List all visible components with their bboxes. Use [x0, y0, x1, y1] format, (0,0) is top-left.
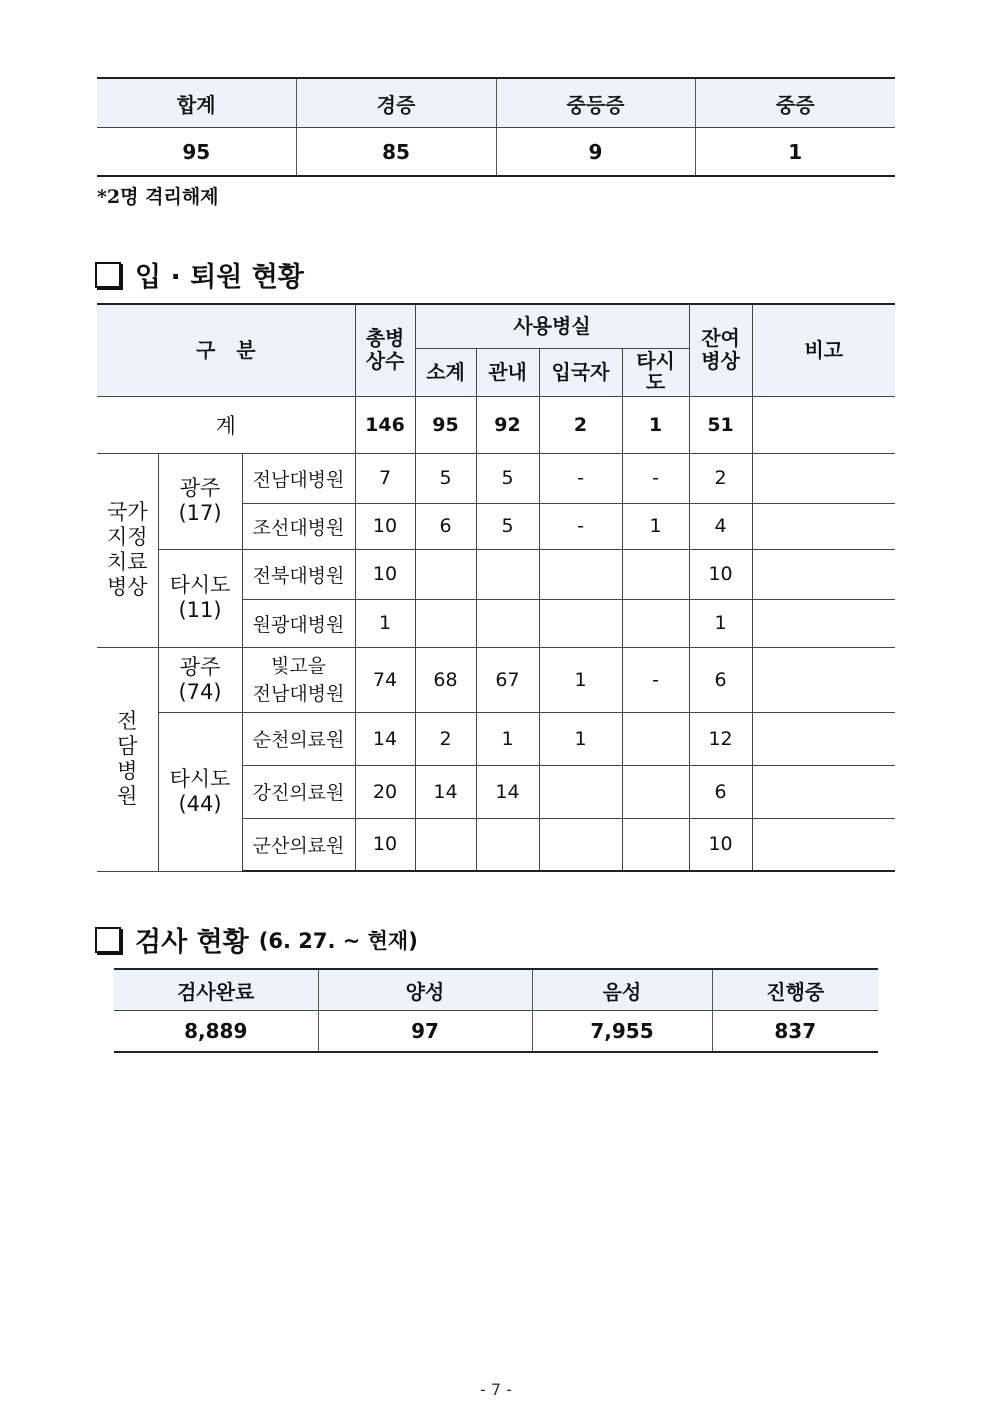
page-number: - 7 - — [480, 1380, 512, 1399]
cell-entrant — [539, 599, 622, 647]
header-completed: 검사완료 — [114, 969, 318, 1011]
header-other-region: 타시 도 — [622, 348, 689, 396]
cell-subtotal: 68 — [415, 647, 476, 712]
cell-local — [476, 818, 539, 871]
table-row — [97, 549, 895, 599]
total-other: 1 — [622, 396, 689, 453]
tests-value-row — [114, 1011, 878, 1053]
value-positive: 97 — [318, 1011, 532, 1053]
section-admission-title — [95, 255, 304, 294]
header-subtotal: 소계 — [415, 348, 476, 396]
cell-local: 14 — [476, 765, 539, 818]
cell-total-beds: 10 — [355, 503, 415, 549]
value-moderate: 9 — [496, 128, 695, 177]
cell-remaining: 2 — [689, 453, 752, 503]
subgroup-gwangju: 광주 (74) — [158, 647, 242, 712]
cell-entrant: - — [539, 503, 622, 549]
section-title-text: 입 · 퇴원 현황 — [135, 262, 304, 293]
cell-remaining: 10 — [689, 549, 752, 599]
cell-subtotal — [415, 818, 476, 871]
table-row — [97, 647, 895, 712]
header-positive: 양성 — [318, 969, 532, 1011]
cell-subtotal — [415, 549, 476, 599]
table-row — [97, 453, 895, 503]
cell-subtotal: 5 — [415, 453, 476, 503]
cell-other: - — [622, 647, 689, 712]
total-subtotal: 95 — [415, 396, 476, 453]
cell-remaining: 10 — [689, 818, 752, 871]
cell-note — [752, 765, 895, 818]
cell-local: 5 — [476, 503, 539, 549]
checkbox-square-icon — [95, 262, 121, 288]
cell-total-beds: 10 — [355, 549, 415, 599]
header-entrant: 입국자 — [539, 348, 622, 396]
cell-remaining: 4 — [689, 503, 752, 549]
value-negative: 7,955 — [532, 1011, 712, 1053]
severity-value-row — [97, 128, 895, 177]
cell-note — [752, 453, 895, 503]
group-dedicated-hospitals: 전 담 병 원 — [97, 647, 158, 871]
severity-header-row — [97, 78, 895, 128]
cell-other — [622, 818, 689, 871]
header-row-1 — [97, 304, 895, 348]
hospital-name: 군산의료원 — [242, 818, 355, 871]
header-severe: 중증 — [695, 78, 895, 128]
cell-entrant: - — [539, 453, 622, 503]
total-local: 92 — [476, 396, 539, 453]
cell-note — [752, 647, 895, 712]
header-in-progress: 진행중 — [712, 969, 878, 1011]
cell-other — [622, 549, 689, 599]
hospital-name: 강진의료원 — [242, 765, 355, 818]
cell-entrant — [539, 765, 622, 818]
cell-subtotal: 14 — [415, 765, 476, 818]
table-row — [97, 712, 895, 765]
value-severe: 1 — [695, 128, 895, 177]
cell-total-beds: 20 — [355, 765, 415, 818]
cell-entrant — [539, 549, 622, 599]
cell-local — [476, 549, 539, 599]
header-division: 구 분 — [97, 304, 355, 396]
total-note — [752, 396, 895, 453]
tests-table — [114, 968, 878, 1053]
header-total-beds: 총병 상수 — [355, 304, 415, 396]
value-total: 95 — [97, 128, 296, 177]
admission-table — [97, 303, 895, 872]
hospital-name: 조선대병원 — [242, 503, 355, 549]
cell-total-beds: 74 — [355, 647, 415, 712]
subgroup-other-regions: 타시도 (11) — [158, 549, 242, 647]
total-entrant: 2 — [539, 396, 622, 453]
cell-other — [622, 765, 689, 818]
cell-other — [622, 712, 689, 765]
cell-local — [476, 599, 539, 647]
cell-note — [752, 549, 895, 599]
header-mild: 경증 — [296, 78, 496, 128]
cell-entrant: 1 — [539, 712, 622, 765]
section-title-text: 검사 현황 — [135, 927, 249, 958]
cell-total-beds: 10 — [355, 818, 415, 871]
cell-note — [752, 503, 895, 549]
cell-note — [752, 599, 895, 647]
release-note: *2명 격리해제 — [97, 186, 219, 208]
hospital-name: 원광대병원 — [242, 599, 355, 647]
section-subtitle: (6. 27. ~ 현재) — [258, 928, 418, 953]
total-label: 계 — [97, 396, 355, 453]
cell-entrant — [539, 818, 622, 871]
cell-remaining: 6 — [689, 765, 752, 818]
total-remaining: 51 — [689, 396, 752, 453]
tests-header-row — [114, 969, 878, 1011]
total-beds: 146 — [355, 396, 415, 453]
cell-remaining: 12 — [689, 712, 752, 765]
severity-table — [97, 77, 895, 177]
hospital-name: 빛고을 전남대병원 — [242, 647, 355, 712]
header-total: 합계 — [97, 78, 296, 128]
cell-remaining: 6 — [689, 647, 752, 712]
cell-total-beds: 7 — [355, 453, 415, 503]
subgroup-other-regions: 타시도 (44) — [158, 712, 242, 871]
hospital-name: 순천의료원 — [242, 712, 355, 765]
header-local: 관내 — [476, 348, 539, 396]
cell-other — [622, 599, 689, 647]
cell-remaining: 1 — [689, 599, 752, 647]
group-national-beds: 국가 지정 치료 병상 — [97, 453, 158, 647]
hospital-name: 전남대병원 — [242, 453, 355, 503]
header-negative: 음성 — [532, 969, 712, 1011]
cell-subtotal: 2 — [415, 712, 476, 765]
cell-total-beds: 1 — [355, 599, 415, 647]
cell-subtotal: 6 — [415, 503, 476, 549]
cell-note — [752, 712, 895, 765]
header-moderate: 중등증 — [496, 78, 695, 128]
value-in-progress: 837 — [712, 1011, 878, 1053]
cell-local: 5 — [476, 453, 539, 503]
cell-local: 1 — [476, 712, 539, 765]
section-tests-title — [95, 920, 418, 959]
cell-other: 1 — [622, 503, 689, 549]
hospital-name: 전북대병원 — [242, 549, 355, 599]
cell-entrant: 1 — [539, 647, 622, 712]
header-remaining: 잔여 병상 — [689, 304, 752, 396]
cell-local: 67 — [476, 647, 539, 712]
total-row — [97, 396, 895, 453]
cell-note — [752, 818, 895, 871]
value-completed: 8,889 — [114, 1011, 318, 1053]
value-mild: 85 — [296, 128, 496, 177]
cell-subtotal — [415, 599, 476, 647]
cell-other: - — [622, 453, 689, 503]
cell-total-beds: 14 — [355, 712, 415, 765]
header-in-use: 사용병실 — [415, 304, 689, 348]
header-note: 비고 — [752, 304, 895, 396]
checkbox-square-icon — [95, 927, 121, 953]
subgroup-gwangju: 광주 (17) — [158, 453, 242, 549]
